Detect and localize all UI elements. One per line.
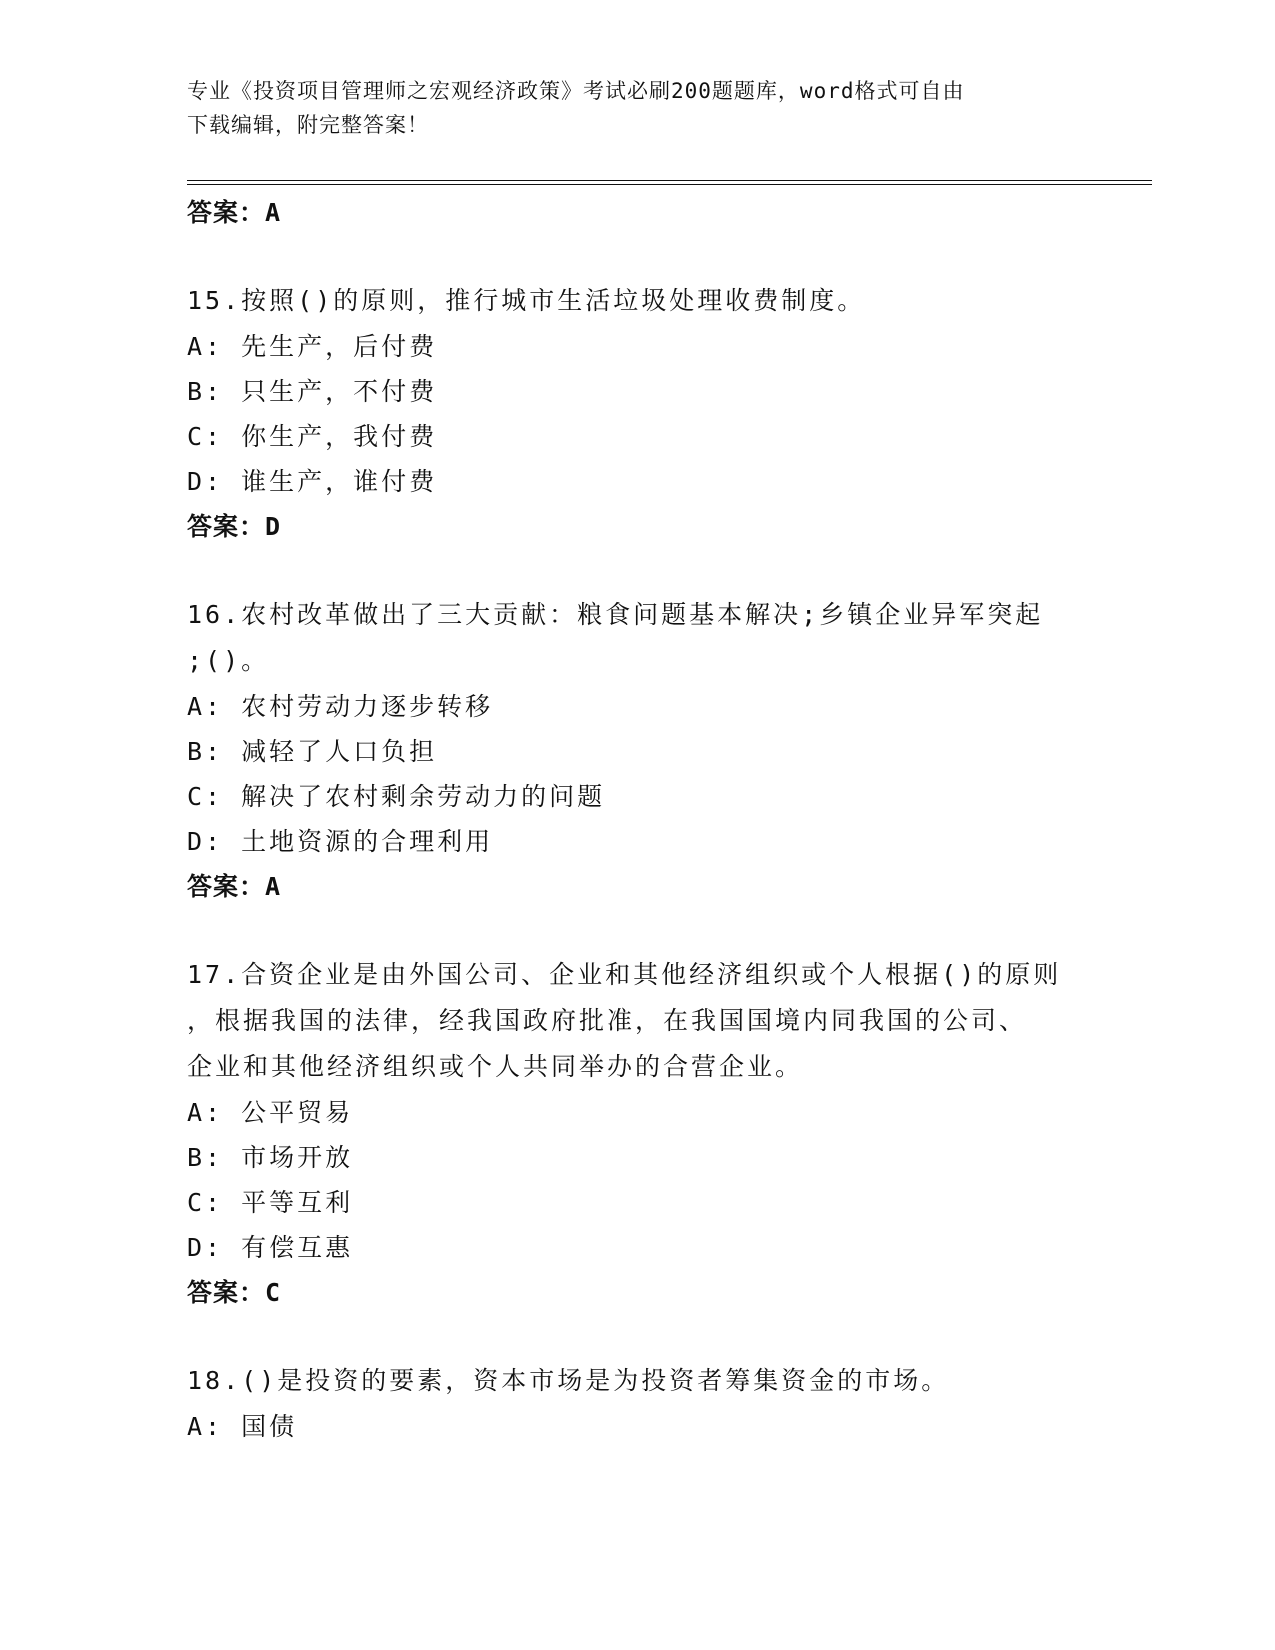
- question-text: 15.按照()的原则，推行城市生活垃圾处理收费制度。: [187, 286, 866, 315]
- option-c: C: 平等互利: [187, 1188, 354, 1217]
- question-block: [187, 592, 1087, 910]
- document-body: [187, 190, 1087, 1449]
- option-c: C: 解决了农村剩余劳动力的问题: [187, 782, 606, 811]
- question-text-line: 16.农村改革做出了三大贡献：粮食问题基本解决;乡镇企业异军突起: [187, 600, 1044, 629]
- question-block: [187, 1358, 1087, 1449]
- header-line-2: 下载编辑，附完整答案！: [187, 113, 429, 137]
- option-d: D: 有偿互惠: [187, 1233, 354, 1262]
- question-text: 18.()是投资的要素，资本市场是为投资者筹集资金的市场。: [187, 1366, 950, 1395]
- question-text-line: ;()。: [187, 646, 270, 675]
- question-text-line: 企业和其他经济组织或个人共同举办的合营企业。: [187, 1052, 804, 1081]
- document-header: [187, 74, 1067, 142]
- header-divider: [187, 180, 1152, 185]
- answer-line: 答案：D: [187, 512, 282, 541]
- option-a: A: 国债: [187, 1412, 298, 1441]
- option-a: A: 先生产，后付费: [187, 332, 438, 361]
- option-b: B: 市场开放: [187, 1143, 354, 1172]
- option-a: A: 农村劳动力逐步转移: [187, 692, 494, 721]
- answer-line: 答案：C: [187, 1278, 282, 1307]
- answer-line: 答案：A: [187, 872, 282, 901]
- question-text-line: 17.合资企业是由外国公司、企业和其他经济组织或个人根据()的原则: [187, 960, 1062, 989]
- option-b: B: 只生产，不付费: [187, 377, 438, 406]
- question-text-line: ，根据我国的法律，经我国政府批准，在我国国境内同我国的公司、: [187, 1006, 1028, 1035]
- question-block: [187, 278, 1087, 550]
- header-line-1: 专业《投资项目管理师之宏观经济政策》考试必刷200题题库，word格式可自由: [187, 79, 965, 103]
- option-b: B: 减轻了人口负担: [187, 737, 438, 766]
- option-c: C: 你生产，我付费: [187, 422, 438, 451]
- option-d: D: 谁生产，谁付费: [187, 467, 438, 496]
- option-a: A: 公平贸易: [187, 1098, 354, 1127]
- answer-line: 答案：A: [187, 198, 282, 227]
- question-block: [187, 952, 1087, 1316]
- option-d: D: 土地资源的合理利用: [187, 827, 494, 856]
